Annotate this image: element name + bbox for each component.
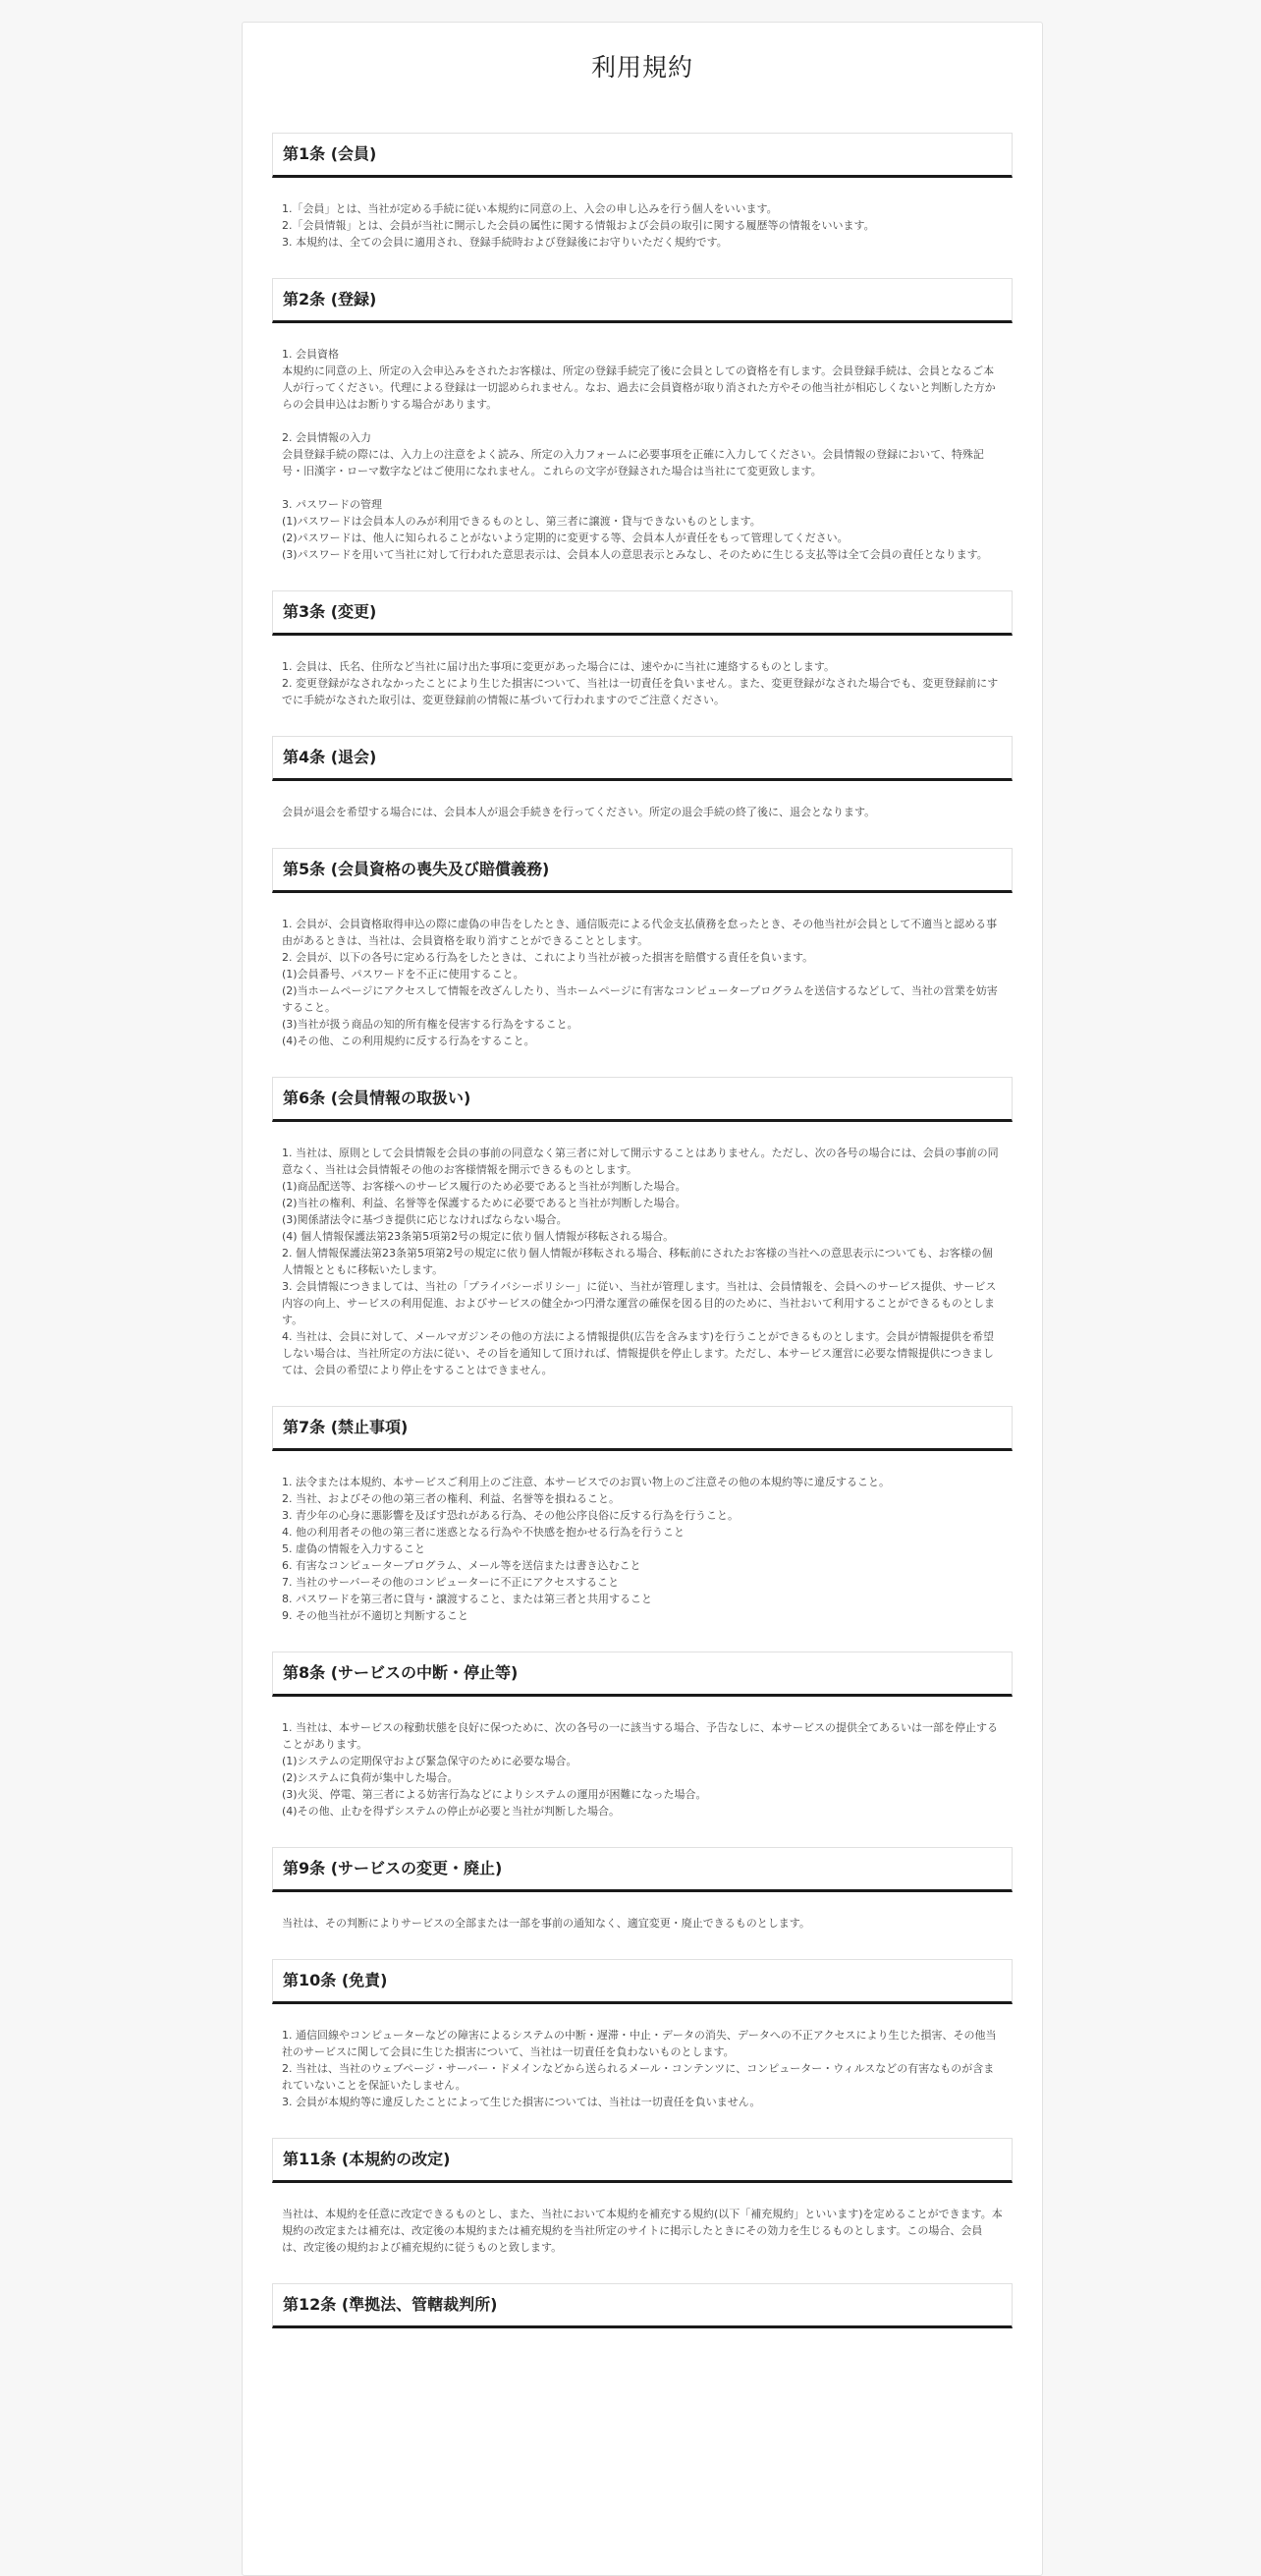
article-line: (1)会員番号、パスワードを不正に使用すること。 [282, 968, 524, 980]
article-body [272, 178, 1013, 251]
article-section [272, 1959, 1013, 2110]
article-line: (3)関係諸法令に基づき提供に応じなければならない場合。 [282, 1213, 568, 1226]
article-body [272, 2183, 1013, 2256]
article-line: 4. 他の利用者その他の第三者に迷惑となる行為や不快感を抱かせる行為を行うこと [282, 1526, 685, 1539]
article-line: 1. 会員が、会員資格取得申込の際に虚偽の申告をしたとき、通信販売による代金支払債務を怠ったとき、その他当社が会員として不適当と認める事由があるときは、当社は、会員資格を取り消すことができることとします。 [282, 918, 998, 947]
article-heading: 第6条 (会員情報の取扱い) [272, 1077, 1013, 1122]
article-line: 3. 青少年の心身に悪影響を及ぼす恐れがある行為、その他公序良俗に反する行為を行うこと。 [282, 1509, 739, 1522]
article-body [272, 1892, 1013, 1932]
article-line: (1)システムの定期保守および緊急保守のために必要な場合。 [282, 1755, 577, 1767]
article-section [272, 1652, 1013, 1820]
article-section [272, 2138, 1013, 2256]
article-line: (3)パスワードを用いて当社に対して行われた意思表示は、会員本人の意思表示とみなし、そのために生じる支払等は全て会員の責任となります。 [282, 548, 988, 561]
article-line: 1. 会員は、氏名、住所など当社に届け出た事項に変更があった場合には、速やかに当社に連絡するものとします。 [282, 660, 835, 673]
article-line: (2)パスワードは、他人に知られることがないよう定期的に変更する等、会員本人が責任をもって管理してください。 [282, 532, 849, 544]
article-heading: 第9条 (サービスの変更・廃止) [272, 1847, 1013, 1892]
article-section [272, 736, 1013, 820]
article-body [272, 893, 1013, 1049]
article-line: 2. 個人情報保護法第23条第5項第2号の規定に依り個人情報が移転される場合、移転前にされたお客様の当社への意思表示についても、お客様の個人情報とともに移転いたします。 [282, 1247, 993, 1276]
article-line: 8. パスワードを第三者に貸与・譲渡すること、または第三者と共用すること [282, 1593, 652, 1605]
article-line: 2. 変更登録がなされなかったことにより生じた損害について、当社は一切責任を負いません。また、変更登録がなされた場合でも、変更登録前にすでに手続がなされた取引は、変更登録前の情報に基づいて行われますのでご注意ください。 [282, 677, 999, 706]
terms-page [242, 22, 1043, 2576]
page-title: 利用規約 [590, 53, 693, 82]
article-body [272, 1697, 1013, 1820]
article-line: 1. 当社は、本サービスの稼動状態を良好に保つために、次の各号の一に該当する場合、予告なしに、本サービスの提供全てあるいは一部を停止することがあります。 [282, 1721, 998, 1751]
article-line: 会員登録手続の際には、入力上の注意をよく読み、所定の入力フォームに必要事項を正確に入力してください。会員情報の登録において、特殊記号・旧漢字・ローマ数字などはご使用になれません。これらの文字が登録された場合は当社にて変更致します。 [282, 448, 984, 477]
article-line: 9. その他当社が不適切と判断すること [282, 1609, 468, 1622]
article-line: (2)システムに負荷が集中した場合。 [282, 1771, 459, 1784]
article-line: 会員が退会を希望する場合には、会員本人が退会手続きを行ってください。所定の退会手続の終了後に、退会となります。 [282, 806, 876, 818]
article-heading: 第3条 (変更) [272, 590, 1013, 636]
article-heading: 第11条 (本規約の改定) [272, 2138, 1013, 2183]
article-section [272, 1077, 1013, 1378]
article-line: 本規約に同意の上、所定の入会申込みをされたお客様は、所定の登録手続完了後に会員としての資格を有します。会員登録手続は、会員となるご本人が行ってください。代理による登録は一切認められません。なお、過去に会員資格が取り消された方やその他当社が相応しくないと判断した方からの会員申込はお断りする場合があります。 [282, 364, 996, 411]
article-line: 2. 会員が、以下の各号に定める行為をしたときは、これにより当社が被った損害を賠償する責任を負います。 [282, 951, 814, 964]
article-heading: 第7条 (禁止事項) [272, 1406, 1013, 1451]
article-line: (3)火災、停電、第三者による妨害行為などによりシステムの運用が困難になった場合。 [282, 1788, 707, 1801]
article-line: (2)当社の権利、利益、名誉等を保護するために必要であると当社が判断した場合。 [282, 1197, 686, 1209]
article-section [272, 590, 1013, 708]
article-line: 当社は、その判断によりサービスの全部または一部を事前の通知なく、適宜変更・廃止できるものとします。 [282, 1917, 810, 1930]
article-heading: 第2条 (登録) [272, 278, 1013, 323]
article-body [272, 323, 1013, 563]
article-line: (4) 個人情報保護法第23条第5項第2号の規定に依り個人情報が移転される場合。 [282, 1230, 675, 1243]
article-line: 6. 有害なコンピュータープログラム、メール等を送信または書き込むこと [282, 1559, 641, 1572]
article-heading: 第12条 (準拠法、管轄裁判所) [272, 2283, 1013, 2328]
article-body [272, 2004, 1013, 2110]
paragraph-gap [282, 413, 1003, 429]
article-line: 1. 会員資格 [282, 348, 339, 361]
article-line: (3)当社が扱う商品の知的所有権を侵害する行為をすること。 [282, 1018, 578, 1031]
article-heading: 第10条 (免責) [272, 1959, 1013, 2004]
article-line: 1. 当社は、原則として会員情報を会員の事前の同意なく第三者に対して開示することはありません。ただし、次の各号の場合には、会員の事前の同意なく、当社は会員情報その他のお客様情報を開示できるものとします。 [282, 1147, 999, 1176]
article-body [272, 1451, 1013, 1624]
article-section [272, 133, 1013, 251]
article-line: 1. 法令または本規約、本サービスご利用上のご注意、本サービスでのお買い物上のご注意その他の本規約等に違反すること。 [282, 1476, 890, 1488]
paragraph-gap [282, 479, 1003, 496]
article-body [272, 781, 1013, 820]
article-body [272, 1122, 1013, 1378]
article-section [272, 278, 1013, 563]
article-line: 5. 虚偽の情報を入力すること [282, 1542, 425, 1555]
article-section [272, 2283, 1013, 2328]
articles-list [243, 133, 1042, 2328]
article-line: 3. パスワードの管理 [282, 498, 382, 511]
article-line: 2. 会員情報の入力 [282, 431, 371, 444]
article-heading: 第4条 (退会) [272, 736, 1013, 781]
article-line: 2. 当社、およびその他の第三者の権利、利益、名誉等を損ねること。 [282, 1492, 620, 1505]
article-line: 3. 会員情報につきましては、当社の「プライバシーポリシー」に従い、当社が管理します。当社は、会員情報を、会員へのサービス提供、サービス内容の向上、サービスの利用促進、およびサービスの健全かつ円滑な運営の確保を図る目的のために、当社おいて利用することができるものとします。 [282, 1280, 997, 1326]
article-line: (1)商品配送等、お客様へのサービス履行のため必要であると当社が判断した場合。 [282, 1180, 686, 1193]
article-line: 1.「会員」とは、当社が定める手続に従い本規約に同意の上、入会の申し込みを行う個人をいいます。 [282, 202, 778, 215]
article-line: (4)その他、この利用規約に反する行為をすること。 [282, 1035, 535, 1047]
article-line: 7. 当社のサーバーその他のコンピューターに不正にアクセスすること [282, 1576, 620, 1589]
article-section [272, 1406, 1013, 1624]
article-line: (2)当ホームページにアクセスして情報を改ざんしたり、当ホームページに有害なコンピュータープログラムを送信するなどして、当社の営業を妨害すること。 [282, 984, 998, 1014]
article-line: 3. 会員が本規約等に違反したことによって生じた損害については、当社は一切責任を負いません。 [282, 2096, 761, 2108]
article-line: 当社は、本規約を任意に改定できるものとし、また、当社において本規約を補充する規約(以下「補充規約」といいます)を定めることができます。本規約の改定または補充は、改定後の本規約または補充規約を当社所定のサイトに掲示したときにその効力を生じるものとします。この場合、会員は、改定後の規約および補充規約に従うものと致します。 [282, 2208, 1003, 2254]
article-section [272, 1847, 1013, 1932]
article-line: (1)パスワードは会員本人のみが利用できるものとし、第三者に譲渡・貸与できないものとします。 [282, 515, 761, 528]
article-line: 2. 当社は、当社のウェブページ・サーバー・ドメインなどから送られるメール・コンテンツに、コンピューター・ウィルスなどの有害なものが含まれていないことを保証いたしません。 [282, 2062, 995, 2092]
article-heading: 第5条 (会員資格の喪失及び賠償義務) [272, 848, 1013, 893]
article-line: 4. 当社は、会員に対して、メールマガジンその他の方法による情報提供(広告を含みます)を行うことができるものとします。会員が情報提供を希望しない場合は、当社所定の方法に従い、その旨を通知して頂ければ、情報提供を停止します。ただし、本サービス運営に必要な情報提供につきましては、会員の希望により停止をすることはできません。 [282, 1330, 994, 1376]
article-body [272, 636, 1013, 708]
article-line: (4)その他、止むを得ずシステムの停止が必要と当社が判断した場合。 [282, 1805, 621, 1818]
article-line: 2.「会員情報」とは、会員が当社に開示した会員の属性に関する情報および会員の取引に関する履歴等の情報をいいます。 [282, 219, 875, 232]
article-line: 3. 本規約は、全ての会員に適用され、登録手続時および登録後にお守りいただく規約です。 [282, 236, 728, 249]
article-heading: 第8条 (サービスの中断・停止等) [272, 1652, 1013, 1697]
article-section [272, 848, 1013, 1049]
article-heading: 第1条 (会員) [272, 133, 1013, 178]
article-line: 1. 通信回線やコンピューターなどの障害によるシステムの中断・遅滞・中止・データの消失、データへの不正アクセスにより生じた損害、その他当社のサービスに関して会員に生じた損害について、当社は一切責任を負わないものとします。 [282, 2029, 997, 2058]
